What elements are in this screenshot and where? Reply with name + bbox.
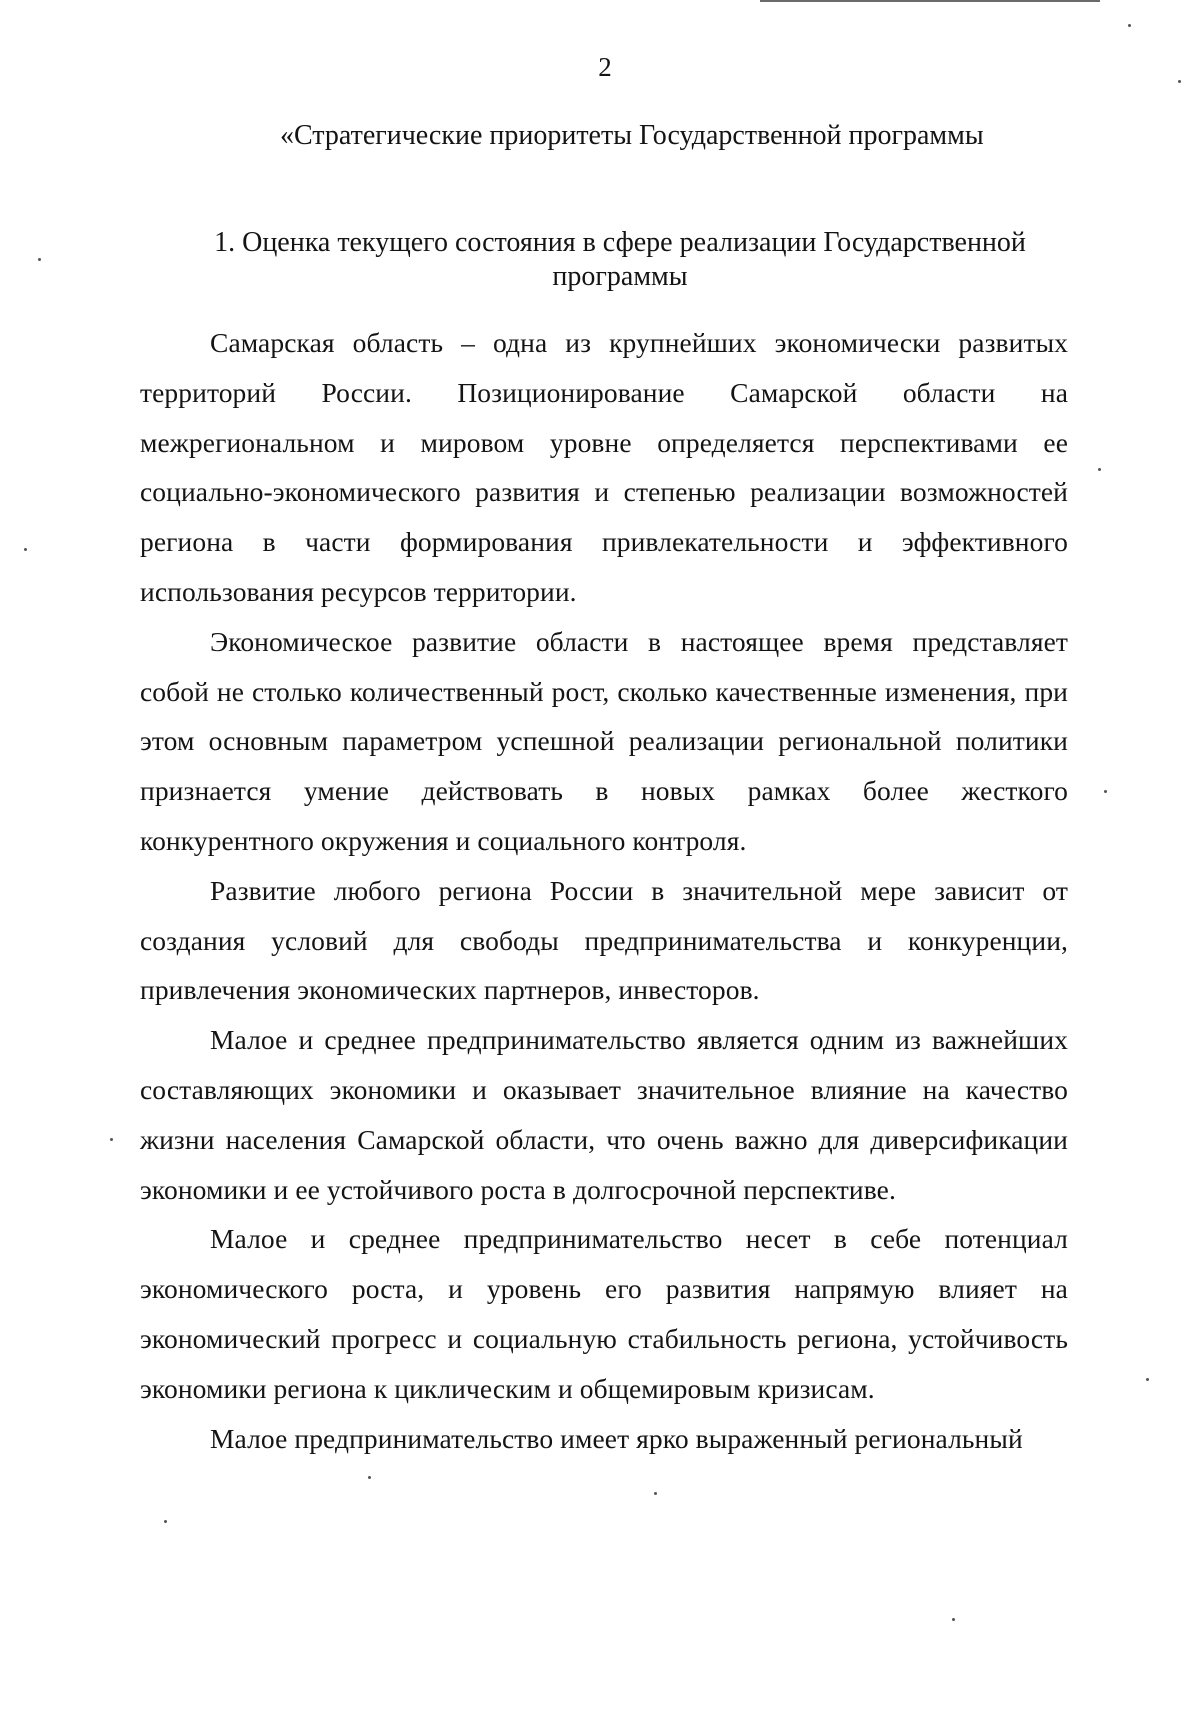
paragraph: Самарская область – одна из крупнейших экономически развитых территорий России. Позиционирование Самарской области на межрегиональном и мировом уровне определяется перспективами ее социально-экономического развития и степенью реализации возможностей региона в части формирования привлекательности и эффективного использования ресурсов территории. — [140, 327, 1068, 607]
body-text — [140, 318, 1068, 1463]
section-heading — [180, 226, 1060, 294]
section-heading-line2: программы — [552, 261, 688, 292]
scan-speck — [1178, 80, 1181, 83]
scan-speck — [24, 548, 27, 551]
top-edge-rule — [760, 0, 1100, 2]
scan-speck — [368, 1476, 371, 1479]
paragraph: Малое и среднее предпринимательство несет в себе потенциал экономического роста, и уровень его развития напрямую влияет на экономический прогресс и социальную стабильность региона, устойчивость экономики региона к циклическим и общемировым кризисам. — [140, 1223, 1068, 1404]
scan-speck — [38, 258, 41, 261]
page-number: 2 — [598, 52, 612, 82]
scan-speck — [654, 1492, 657, 1495]
scan-speck — [164, 1520, 167, 1523]
scan-speck — [1098, 468, 1101, 471]
paragraph: Малое и среднее предпринимательство является одним из важнейших составляющих экономики и оказывает значительное влияние на качество жизни населения Самарской области, что очень важно для диверсификации экономики и ее устойчивого роста в долгосрочной перспективе. — [140, 1024, 1068, 1205]
scan-speck — [1104, 790, 1107, 793]
paragraph: Развитие любого региона России в значительной мере зависит от создания условий для свободы предпринимательства и конкуренции, привлечения экономических партнеров, инвесторов. — [140, 874, 1068, 1006]
scan-speck — [952, 1618, 955, 1621]
scan-speck — [1146, 1378, 1149, 1381]
scan-speck — [110, 1138, 113, 1141]
document-title: «Стратегические приоритеты Государственной программы — [280, 120, 984, 151]
scan-speck — [1128, 24, 1131, 27]
paragraph: Экономическое развитие области в настоящее время представляет собой не столько количественный рост, сколько качественные изменения, при этом основным параметром успешной реализации региональной политики признается умение действовать в новых рамках более жесткого конкурентного окружения и социального контроля. — [140, 625, 1068, 856]
section-heading-line1: 1. Оценка текущего состояния в сфере реализации Государственной — [214, 227, 1026, 258]
paragraph: Малое предпринимательство имеет ярко выраженный региональный — [210, 1422, 1023, 1454]
